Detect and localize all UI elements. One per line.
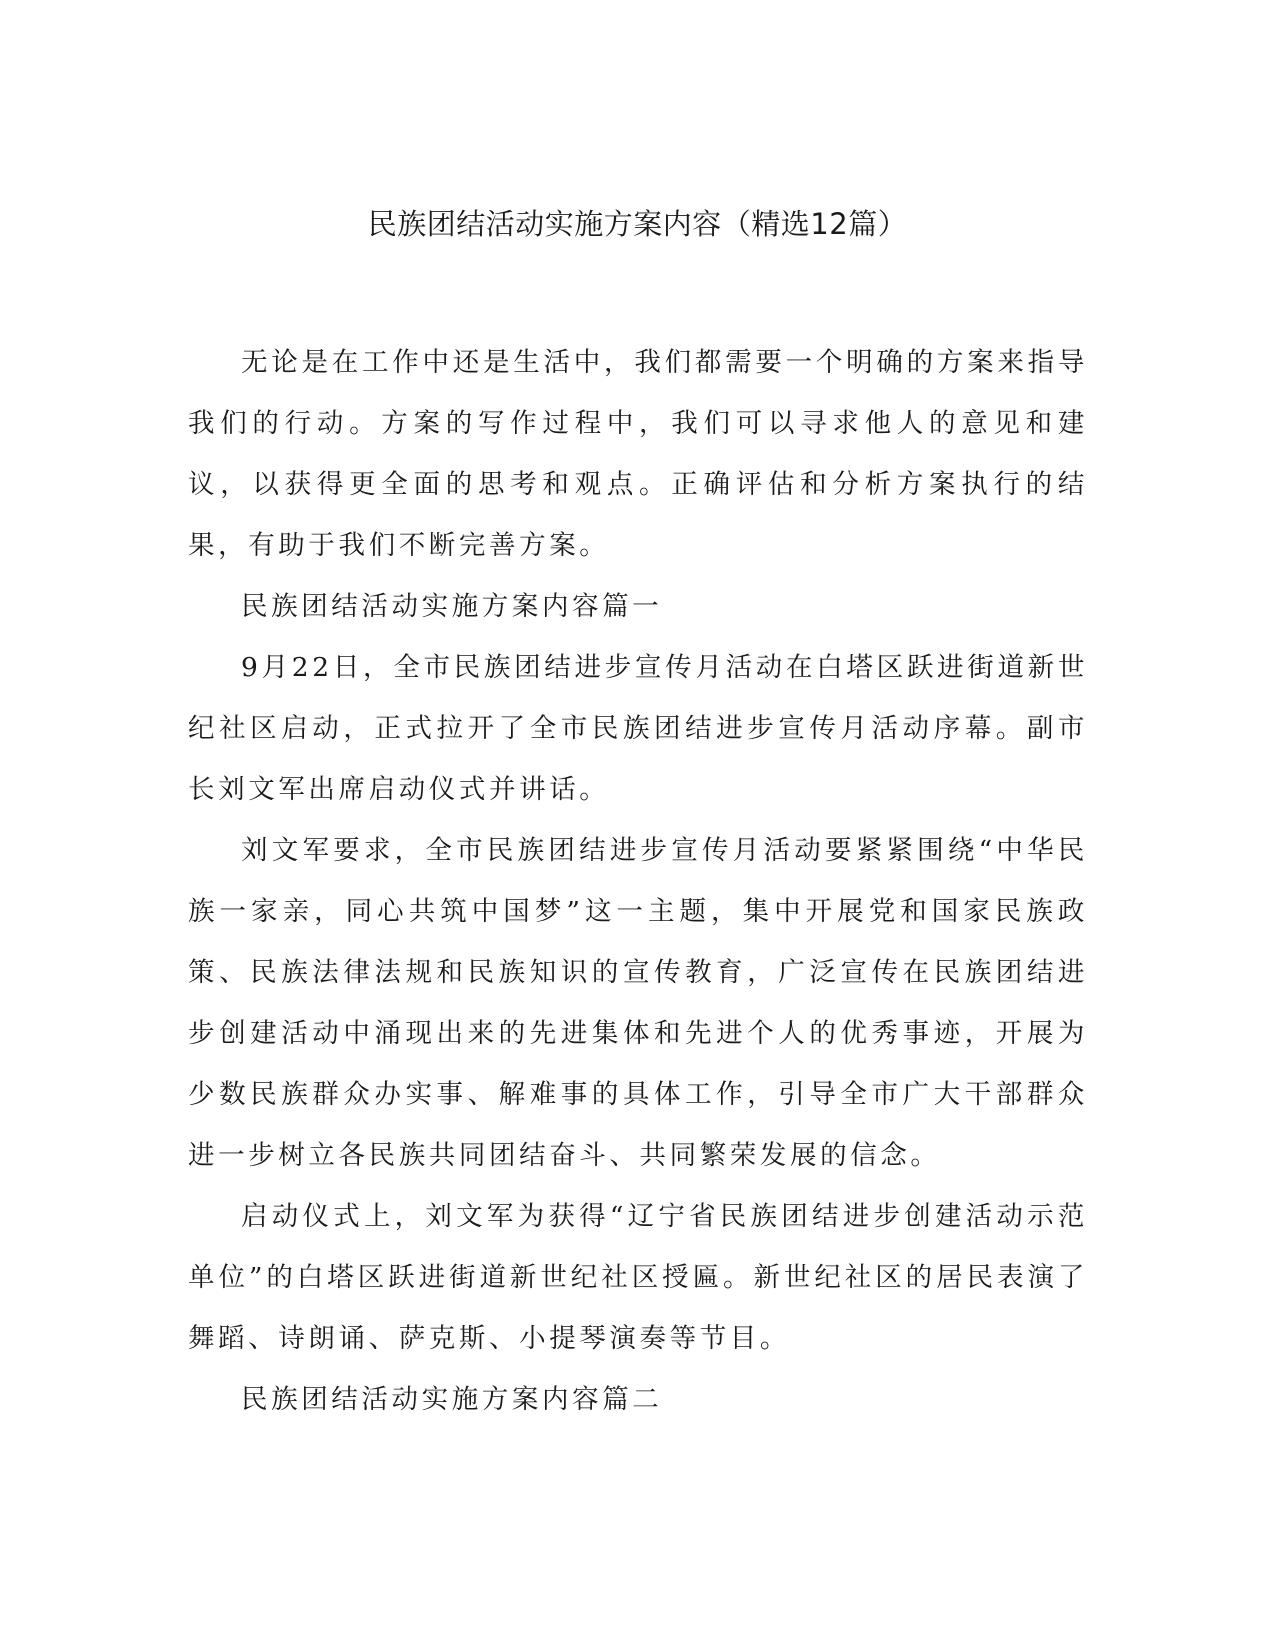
document-title: 民族团结活动实施方案内容（精选12篇） <box>367 207 908 241</box>
section-heading-2: 民族团结活动实施方案内容篇二 <box>241 1384 663 1415</box>
document-body <box>188 332 1088 1430</box>
body-paragraph: 9月22日，全市民族团结进步宣传月活动在白塔区跃进街道新世纪社区启动，正式拉开了全市民族团结进步宣传月活动序幕。副市长刘文军出席启动仪式并讲话。 <box>188 652 1088 805</box>
section-heading-1: 民族团结活动实施方案内容篇一 <box>241 591 663 622</box>
body-paragraph: 启动仪式上，刘文军为获得“辽宁省民族团结进步创建活动示范单位”的白塔区跃进街道新世纪社区授匾。新世纪社区的居民表演了舞蹈、诗朗诵、萨克斯、小提琴演奏等节目。 <box>188 1201 1088 1354</box>
body-paragraph: 刘文军要求，全市民族团结进步宣传月活动要紧紧围绕“中华民族一家亲，同心共筑中国梦”这一主题，集中开展党和国家民族政策、民族法律法规和民族知识的宣传教育，广泛宣传在民族团结进步创建活动中涌现出来的先进集体和先进个人的优秀事迹，开展为少数民族群众办实事、解难事的具体工作，引导全市广大干部群众进一步树立各民族共同团结奋斗、共同繁荣发展的信念。 <box>188 835 1088 1171</box>
intro-paragraph: 无论是在工作中还是生活中，我们都需要一个明确的方案来指导我们的行动。方案的写作过程中，我们可以寻求他人的意见和建议，以获得更全面的思考和观点。正确评估和分析方案执行的结果，有助于我们不断完善方案。 <box>188 347 1088 561</box>
